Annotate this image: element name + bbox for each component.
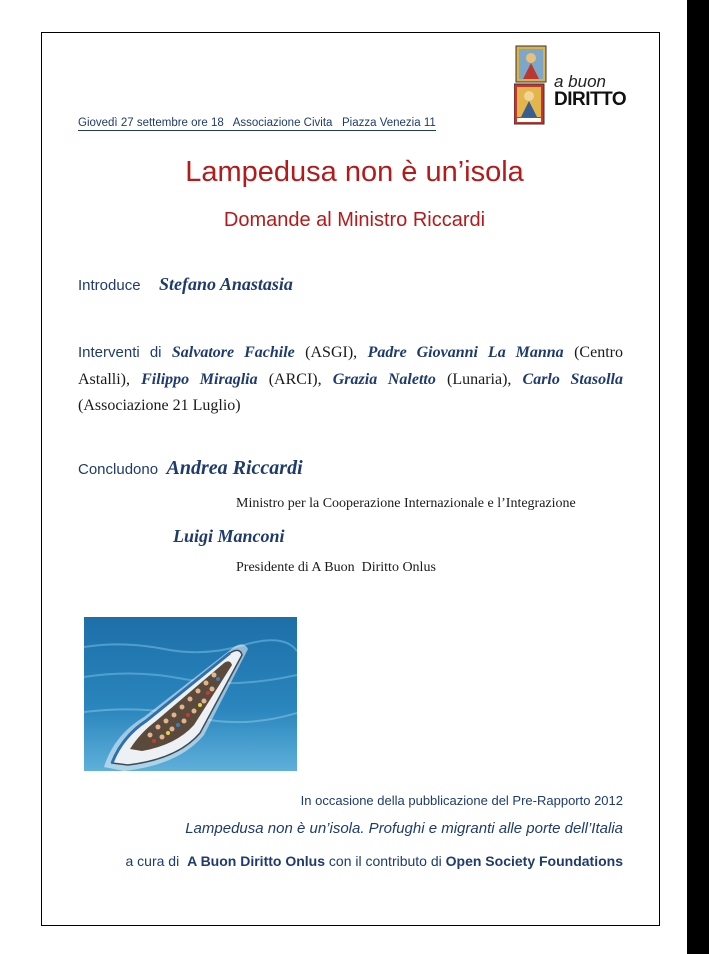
logo-text-diritto: DIRITTO xyxy=(554,89,627,110)
page-subtitle: Domande al Ministro Riccardi xyxy=(223,209,486,231)
page-title: Lampedusa non è un’isola xyxy=(185,156,524,188)
contrib-prefix: con il contributo di xyxy=(328,853,442,869)
speaker-name: Padre Giovanni La Manna xyxy=(367,344,564,361)
logo-text-a-buon: a buon xyxy=(554,72,606,91)
a-buon-diritto-logo xyxy=(514,44,627,126)
migrant-boat-photo xyxy=(84,617,297,771)
speaker-name: Filippo Miraglia xyxy=(141,370,258,388)
contributor-name: Open Society Foundations xyxy=(445,853,623,869)
concluding-speaker-role: Ministro per la Cooperazione Internazionale e l’Integrazione xyxy=(236,496,576,511)
interventi-paragraph xyxy=(78,340,623,420)
speaker-org: (Lunaria), xyxy=(446,370,512,388)
credits-line xyxy=(126,853,624,869)
introduce-label: Introduce xyxy=(78,277,141,294)
curated-prefix: a cura di xyxy=(125,853,180,869)
curator-name: A Buon Diritto Onlus xyxy=(187,853,326,869)
speaker-name: Grazia Naletto xyxy=(332,370,436,388)
occasion-text: In occasione della pubblicazione del Pre-Rapporto 2012 xyxy=(300,793,623,808)
event-info: Giovedì 27 settembre ore 18 Associazione Civita Piazza Venezia 11 xyxy=(78,117,436,129)
concludono-label: Concludono xyxy=(78,461,159,478)
concluding-speaker-name: Luigi Manconi xyxy=(173,526,285,546)
concludono-line xyxy=(78,457,303,480)
interventi-label: Interventi di xyxy=(78,344,162,361)
speaker-org: (Associazione 21 Luglio) xyxy=(78,397,241,414)
speaker-org: (Centro Astalli), xyxy=(78,344,623,388)
introduce-line xyxy=(78,274,293,295)
speaker-org: (ASGI), xyxy=(305,344,358,361)
concluding-speaker-role: Presidente di A Buon Diritto Onlus xyxy=(236,560,436,575)
report-title: Lampedusa non è un’isola. Profughi e migranti alle porte dell’Italia xyxy=(185,820,623,837)
speaker-org: (ARCI), xyxy=(268,370,322,388)
speaker-name: Salvatore Fachile xyxy=(171,344,295,361)
concluding-speaker-name: Andrea Riccardi xyxy=(166,457,303,479)
introduce-name: Stefano Anastasia xyxy=(159,274,293,294)
speaker-name: Carlo Stasolla xyxy=(522,370,623,388)
